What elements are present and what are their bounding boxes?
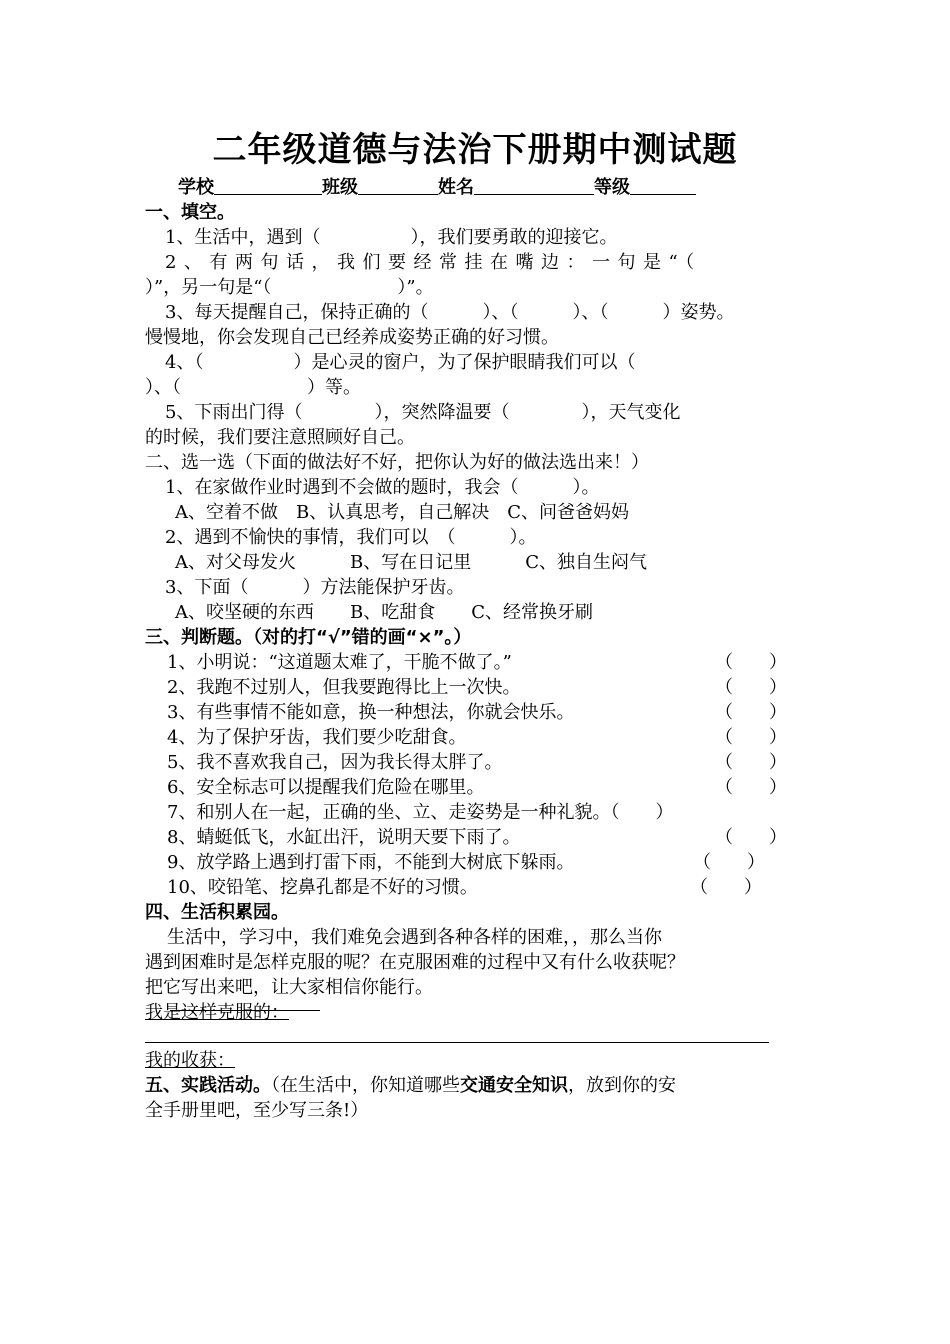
choice-question-2: 2、遇到不愉快的事情，我们可以 （ ）。 [165,527,537,548]
class-label: 班级 [322,177,358,198]
section1-heading: 一、填空。 [145,202,235,223]
fill-question-3a: 3、每天提醒自己，保持正确的（ ）、（ ）、（ ）姿势。 [165,302,735,323]
judge-item-4: 4、为了保护牙齿，我们要少吃甜食。 [167,727,467,748]
judge-item-3: 3、有些事情不能如意，换一种想法，你就会快乐。 [167,702,575,723]
judge-answer-6[interactable]: （ ） [715,777,787,798]
section3-heading: 三、判断题。（对的打“√”错的画“×”。） [145,627,472,648]
answer-rule[interactable] [145,1042,769,1043]
section4-heading: 四、生活积累园。 [145,902,289,923]
class-blank[interactable] [358,174,438,195]
choice-options-2: A、对父母发火 B、写在日记里 C、独自生闷气 [175,552,647,573]
section5-line-2: 全手册里吧，至少写三条!） [145,1100,369,1121]
judge-item-9: 9、放学路上遇到打雷下雨，不能到大树底下躲雨。 [167,852,575,873]
fill-question-1: 1、生活中，遇到（ ），我们要勇敢的迎接它。 [165,227,618,248]
page-title: 二年级道德与法治下册期中测试题 [212,130,738,170]
choice-options-1: A、空着不做 B、认真思考，自己解决 C、问爸爸妈妈 [175,502,629,523]
overcome-prompt: 我是这样克服的： [145,1002,289,1023]
section4-paragraph-3: 把它写出来吧，让大家相信你能行。 [145,977,433,998]
judge-item-5: 5、我不喜欢我自己，因为我长得太胖了。 [167,752,503,773]
school-label: 学校 [178,177,214,198]
judge-answer-3[interactable]: （ ） [715,702,787,723]
name-blank[interactable] [474,174,594,195]
section2-heading: 二、选一选（下面的做法好不好，把你认为好的做法选出来！） [145,452,649,473]
harvest-prompt: 我的收获： [145,1050,235,1071]
judge-answer-5[interactable]: （ ） [715,752,787,773]
section5-heading: 五、实践活动。 [145,1075,271,1096]
fill-question-4b: ）、（ ）等。 [145,377,361,398]
school-blank[interactable] [214,174,322,195]
section5-text-a: （在生活中，你知道哪些 [271,1075,460,1096]
choice-question-3: 3、下面（ ）方法能保护牙齿。 [165,577,465,598]
fill-question-5b: 的时候，我们要注意照顾好自己。 [145,427,415,448]
choice-question-1: 1、在家做作业时遇到不会做的题时，我会（ ）。 [165,477,600,498]
judge-answer-8[interactable]: （ ） [715,827,787,848]
name-label: 姓名 [438,177,474,198]
judge-answer-4[interactable]: （ ） [715,727,787,748]
fill-question-3b: 慢慢地，你会发现自己已经养成姿势正确的好习惯。 [145,327,559,348]
section5-line-1 [145,1073,676,1098]
student-info-line [178,174,696,201]
judge-answer-2[interactable]: （ ） [715,677,787,698]
judge-item-7: 7、和别人在一起，正确的坐、立、走姿势是一种礼貌。（ ） [167,802,674,823]
judge-answer-1[interactable]: （ ） [715,652,787,673]
grade-label: 等级 [594,177,630,198]
judge-item-10: 10、咬铅笔、挖鼻孔都是不好的习惯。 [167,877,478,898]
section4-paragraph-1: 生活中，学习中，我们难免会遇到各种各样的困难，，那么当你 [167,927,662,948]
section5-bold-term: 交通安全知识 [460,1075,568,1096]
judge-item-6: 6、安全标志可以提醒我们危险在哪里。 [167,777,485,798]
fill-question-4a: 4、（ ）是心灵的窗户，为了保护眼睛我们可以（ [165,352,636,373]
judge-item-1: 1、小明说：“这道题太难了，干脆不做了。” [167,652,512,673]
fill-question-2a: 2、有两句话，我们要经常挂在嘴边：一句是“（ [165,252,702,273]
section4-paragraph-2: 遇到困难时是怎样克服的呢？在克服困难的过程中又有什么收获呢？ [145,952,685,973]
grade-blank[interactable] [630,174,696,195]
section5-text-b: ，放到你的安 [568,1075,676,1096]
judge-item-2: 2、我跑不过别人，但我要跑得比上一次快。 [167,677,521,698]
fill-question-2b: ）”，另一句是“（ ）”。 [145,277,434,298]
judge-answer-10[interactable]: （ ） [690,877,762,898]
overcome-blank-line[interactable] [170,1010,320,1012]
fill-question-5a: 5、下雨出门得（ ），突然降温要（ ），天气变化 [165,402,681,423]
choice-options-3: A、咬坚硬的东西 B、吃甜食 C、经常换牙刷 [175,602,593,623]
judge-item-8: 8、蜻蜓低飞，水缸出汗，说明天要下雨了。 [167,827,521,848]
judge-answer-9[interactable]: （ ） [693,852,765,873]
